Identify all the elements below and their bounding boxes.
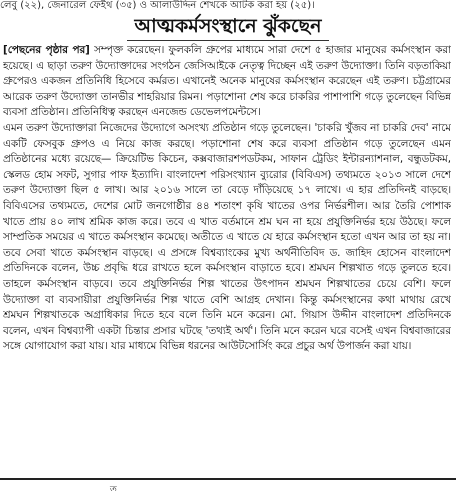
previous-article-text: লেবু (২২), জেনারেল ফেইথ (৩৫) ও আলাউদ্দিন শেখকে আটক করা হয় (২৫)।	[0, 0, 315, 11]
continuation-label: [পেছনের পৃষ্ঠার পর]	[3, 44, 90, 56]
paragraph-1-text: সম্পৃক্ত করেছেন। ফুলকলি গ্রুপের মাধ্যমে সারা দেশে ৫ হাজার মানুষের কর্মসংস্থান করা হয়েছে। এ ছাড়া তরুণ উদ্যোক্তাদের সংগঠন জেসিআইকে নেতৃত্ব দিচ্ছেন এই তরুণ উদ্যোক্তা। তিনি বড়তাকিয়া গ্রুপেরও একজন প্রতিনিধি হিসেবে কর্মরত। এখানেই অনেক মানুষের কর্মসংস্থান করেছেন এই তরুণ। চট্টগ্রামের আরেক তরুণ উদ্যোক্তা তানভীর শাহরিয়ার রিমন। পড়াশোনা শেষ করে চাকরির পাশাপাশি গড়ে তুলেছেন বিভিন্ন ব্যবসা প্রতিষ্ঠান। প্রতিনিধিত্ব করছেন এনজেন্ড ডেভেলপমেন্টসে।	[3, 44, 451, 119]
previous-article-fragment	[0, 0, 456, 14]
article-headline: আত্মকর্মসংস্থানে ঝুঁকছেন	[127, 13, 330, 41]
next-article-fragment: ত	[110, 485, 117, 491]
article-body	[3, 43, 451, 479]
article-paragraph-2: এমন তরুণ উদ্যোক্তারা নিজেদের উদ্যোগে অসংখ্য প্রতিষ্ঠান গড়ে তুলেছেন। 'চাকরি খুঁজব না চাকরি দেব' নামে একটি ফেসবুক গ্রুপও এ নিয়ে কাজ করছে। পড়াশোনা শেষ করে ব্যবসা প্রতিষ্ঠান গড়ে তুলেছেন এমন প্রতিষ্ঠানের মধ্যে রয়েছে— ক্রিয়েটিভ কিচেন, কক্সবাজারশপডটকম, সাফান ট্রেডিং ইন্টারন্যাশনাল, বন্ধুডটকম, স্কেলড হোম সফট, সুগার পাফ ইত্যাদি। বাংলাদেশ পরিসংখ্যান ব্যুরোর (বিবিএস) তথ্যমতে ২০১৩ সালে দেশে তরুণ উদ্যোক্তা ছিল ৫ লাখ। আর ২০১৬ সালে তা বেড়ে দাঁড়িয়েছে ১৭ লাখে। এ হার প্রতিদিনই বাড়ছে। বিবিএসের তথ্যমতে, দেশের মোট জনগোষ্ঠীর ৪৪ শতাংশ কৃষি খাতের ওপর নির্ভরশীল। আর তৈরি পোশাক খাতে প্রায় ৪০ লাখ শ্রমিক কাজ করে। তবে এ খাত বর্তমানে শ্রম ঘন না হয়ে প্রযুক্তিনির্ভর হয়ে উঠছে। ফলে সাম্প্রতিক সময়ের এ খাতে কর্মসংস্থান কমেছে। অতীতে এ খাতে যে হারে কর্মসংস্থান হতো এখন আর তা হয় না। তবে সেবা খাতে কর্মসংস্থান বাড়ছে। এ প্রসঙ্গে বিশ্বব্যাংকের মুখ্য অর্থনীতিবিদ ড. জাহিদ হোসেন বাংলাদেশ প্রতিদিনকে বলেন, উচ্চ প্রবৃদ্ধি ধরে রাখতে হলে কর্মসংস্থান বাড়াতে হবে। শ্রমঘন শিল্পখাত গড়ে তুলতে হবে। তাহলে কর্মসংস্থান বাড়বে। তবে প্রযুক্তিনির্ভর শিল্প খাতের উৎপাদন শ্রমঘন শিল্পখাতের চেয়ে বেশি। ফলে উদ্যোক্তা বা ব্যবসায়ীরা প্রযুক্তিনির্ভর শিল্প খাতে বেশি আগ্রহ দেখান। কিন্তু কর্মসংস্থানের কথা মাথায় রেখে শ্রমঘন শিল্পখাতকে অগ্রাধিকার দিতে হবে বলে তিনি মনে করেন। মো. গিয়াস উদ্দীন বাংলাদেশ প্রতিদিনকে বলেন, এখন বিশ্বব্যাপী একটা চিন্তার প্রসার ঘটছে 'তথ্যই অর্থ'। তিনি মনে করেন ঘরে বসেই এখন বিশ্ববাজারের সঙ্গে যোগাযোগ করা যায়। যার মাধ্যমে বিভিন্ন ধরনের আউটসোর্সিং করে প্রচুর অর্থ উপার্জন করা যায়।	[3, 121, 451, 353]
headline-block	[0, 13, 456, 43]
next-article-divider	[0, 478, 456, 491]
article-paragraph-1	[3, 43, 451, 121]
